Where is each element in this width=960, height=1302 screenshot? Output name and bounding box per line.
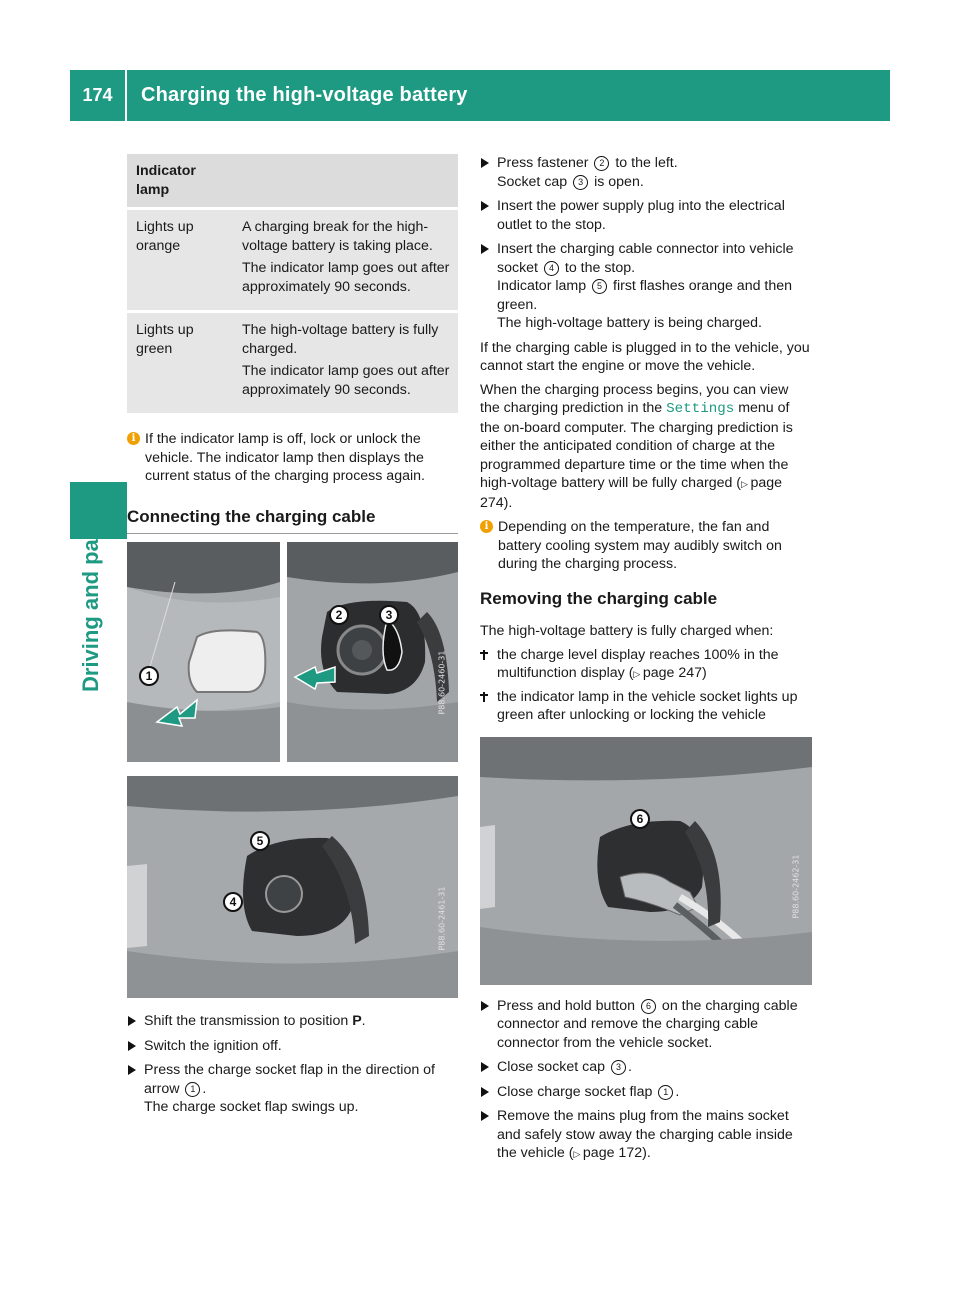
paragraph [480, 381, 812, 513]
table-header-cell [233, 154, 458, 209]
step-end: . [202, 1080, 207, 1097]
step-text: Close socket cap [497, 1059, 609, 1075]
callout-ref: 3 [611, 1060, 626, 1075]
figure-panel-right [287, 542, 458, 762]
step-item [480, 1083, 812, 1102]
car-rear-illustration [127, 542, 280, 762]
step-text: Close charge socket flap [497, 1083, 657, 1100]
step-text: to the stop. [560, 259, 636, 276]
page-ref-icon: ▷ [741, 479, 751, 489]
step-text: . [675, 1083, 680, 1100]
callout-ref: 4 [544, 261, 559, 276]
section-heading: Removing the charging cable [480, 588, 718, 608]
step-text: Insert the power supply plug into the electrical outlet to the stop. [497, 198, 785, 233]
page-header [70, 70, 890, 121]
step-result: Indicator lamp [497, 278, 591, 294]
callout-3: 3 [379, 605, 399, 625]
table-cell-label: Lights up orange [127, 209, 233, 312]
step-text: Press the charge socket flap in the direction of arrow [144, 1062, 436, 1097]
table-header-cell: Indicator lamp [127, 154, 233, 209]
step-item [480, 1107, 812, 1164]
page-title: Charging the high-voltage battery [141, 84, 468, 106]
callout-ref: 1 [185, 1082, 200, 1097]
step-bold: P [352, 1013, 362, 1029]
callout-1: 1 [139, 666, 159, 686]
page-ref-icon: ▷ [573, 1149, 583, 1159]
socket-open-illustration [287, 542, 458, 762]
paragraph-text: When the charging process begins, you can view the charging prediction in the [480, 381, 789, 416]
step-result: first flashes orange and then green. [497, 278, 793, 313]
page-ref[interactable]: page 172 [582, 1145, 643, 1161]
step-result: Socket cap [497, 173, 572, 190]
table-cell-desc [233, 312, 458, 415]
figure-code: P88.60-2461-31 [437, 886, 447, 951]
section-heading: Connecting the charging cable [127, 508, 458, 535]
bullet-text: the indicator lamp in the vehicle socket lights up green after unlocking or locking the vehicle [497, 688, 798, 723]
step-text: . [627, 1059, 632, 1075]
info-note [127, 430, 458, 486]
table-header-row [127, 154, 458, 209]
callout-4: 4 [223, 892, 243, 912]
step-item [480, 154, 812, 191]
step-result: is open. [590, 173, 644, 190]
step-item [127, 1012, 458, 1031]
figure-code: P88.60-2462-31 [791, 854, 801, 919]
page-ref[interactable]: page 247 [642, 665, 703, 681]
callout-6: 6 [630, 809, 650, 829]
step-item [480, 1058, 812, 1077]
step-text: Remove the mains plug from the mains socket and safely stow away the charging cable inside the vehicle ( [497, 1108, 793, 1161]
info-note-text: If the indicator lamp is off, lock or unlock the vehicle. The indicator lamp then displays the current status of the charging process again. [145, 431, 425, 484]
table-desc-line: The indicator lamp goes out after approximately 90 seconds. [242, 260, 450, 295]
callout-ref: 6 [641, 999, 656, 1014]
cable-plugged-illustration [480, 737, 812, 985]
figure-connect-1 [127, 542, 458, 764]
step-item [127, 1037, 458, 1056]
table-row [127, 312, 458, 415]
step-text: to the left. [611, 155, 678, 171]
right-column [480, 154, 812, 1170]
step-text: Press fastener [497, 155, 593, 171]
paragraph-text: ). [503, 494, 513, 511]
paragraph-text: menu of the on-board computer. The charging prediction is either the anticipated condition of charge at the programmed departure time or the time when the high-voltage battery will be fully charged ( [480, 400, 793, 491]
callout-ref: 2 [594, 156, 609, 171]
callout-2: 2 [329, 605, 349, 625]
figure-remove [480, 737, 812, 985]
step-item [480, 240, 812, 333]
table-desc-line: The high-voltage battery is fully charged. [242, 322, 439, 357]
figure-connect-2 [127, 776, 458, 998]
callout-5: 5 [250, 831, 270, 851]
bullet-text: ) [702, 665, 707, 681]
page-ref-icon: ▷ [633, 669, 643, 679]
step-text: Shift the transmission to position [144, 1013, 353, 1029]
page-number: 174 [70, 70, 127, 121]
callout-ref: 5 [592, 279, 607, 294]
step-result: The charge socket flap swings up. [144, 1099, 359, 1115]
settings-menu-term: Settings [666, 401, 735, 417]
page-ref[interactable]: page 274 [480, 475, 783, 511]
step-text: Insert the charging cable connector into vehicle socket [497, 241, 794, 276]
table-row [127, 209, 458, 312]
steps-list [127, 1012, 458, 1117]
step-end: . [361, 1013, 366, 1029]
callout-ref: 3 [573, 175, 588, 190]
table-cell-label: Lights up green [127, 312, 233, 415]
figure-panel-left [127, 542, 280, 762]
step-text: Press and hold button [497, 997, 639, 1014]
info-note-text: Depending on the temperature, the fan and battery cooling system may audibly switch on during the charging process. [498, 519, 782, 572]
paragraph: The high-voltage battery is fully charged when: [480, 623, 774, 639]
side-tab-label: Driving and parking [78, 485, 103, 692]
table-cell-desc [233, 209, 458, 312]
step-item [480, 197, 812, 234]
info-icon: i [480, 520, 493, 533]
steps-list [480, 997, 812, 1164]
table-desc-line: A charging break for the high-voltage battery is taking place. [242, 219, 433, 254]
bullet-item [480, 688, 812, 725]
step-text: on the charging cable connector and remove the charging cable connector from the vehicle socket. [497, 997, 798, 1051]
step-item [480, 997, 812, 1053]
indicator-table [127, 154, 458, 416]
step-text: Switch the ignition off. [144, 1037, 282, 1054]
step-item [127, 1061, 458, 1117]
info-note [480, 518, 812, 574]
figure-code: P88.60-2460-31 [437, 650, 447, 715]
socket-indicator-illustration [127, 776, 458, 998]
bullet-item [480, 646, 812, 684]
info-icon: i [127, 432, 140, 445]
bullet-text: the charge level display reaches 100% in the multifunction display ( [497, 646, 779, 681]
left-column [127, 154, 458, 1123]
step-result: The high-voltage battery is being charged. [497, 315, 762, 331]
paragraph: If the charging cable is plugged in to the vehicle, you cannot start the engine or move the vehicle. [480, 339, 810, 374]
callout-ref: 1 [658, 1085, 673, 1100]
table-desc-line: The indicator lamp goes out after approximately 90 seconds. [242, 363, 450, 398]
step-text: ). [642, 1145, 651, 1161]
